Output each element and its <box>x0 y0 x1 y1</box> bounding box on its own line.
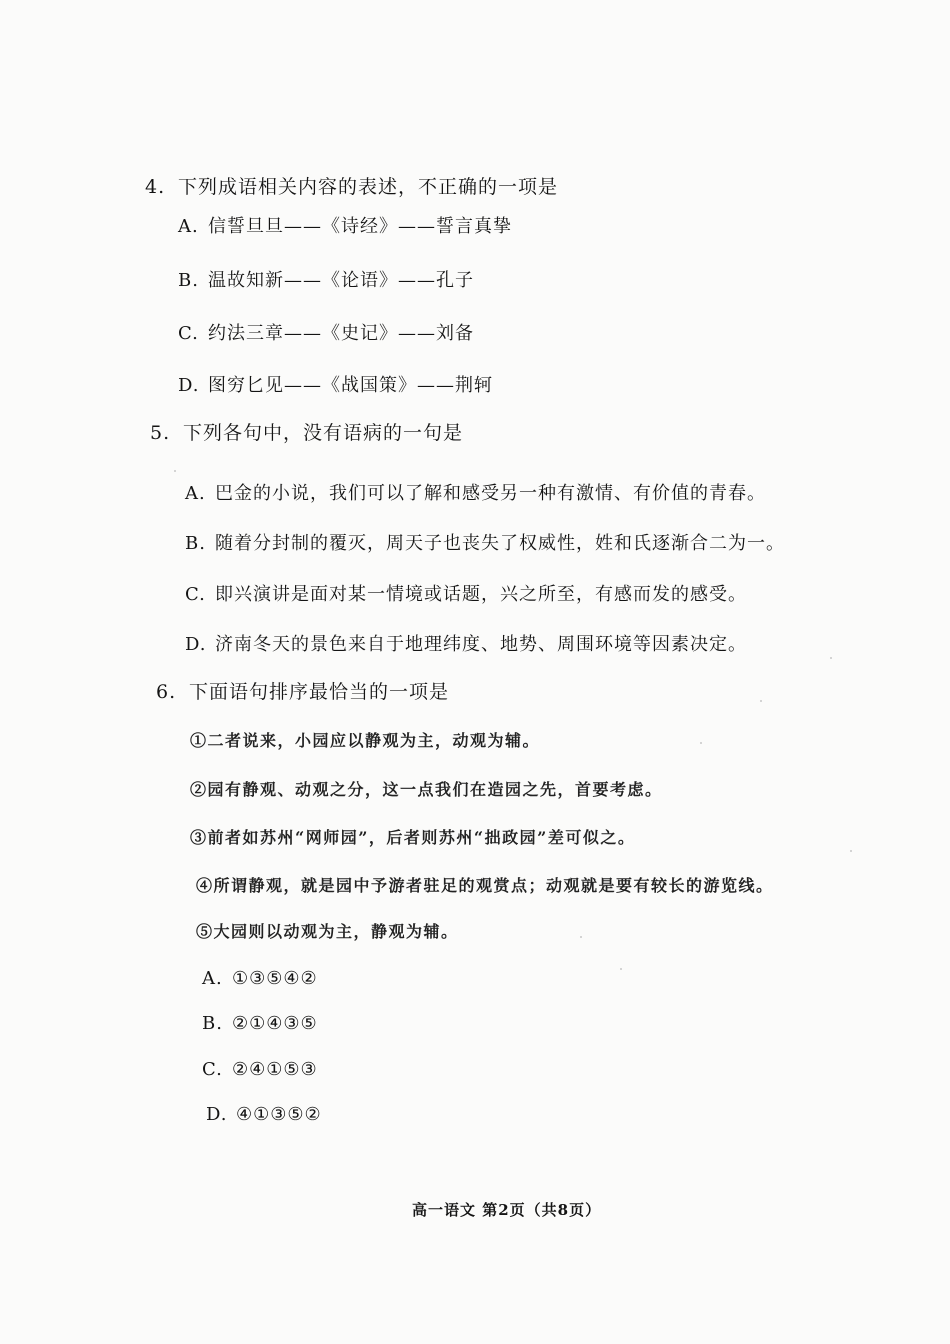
question-6-sentence-1: ①二者说来，小园应以静观为主，动观为辅。 <box>190 731 541 750</box>
question-text: 下列各句中，没有语病的一句是 <box>183 422 464 444</box>
question-6-option-b: B. ②①④③⑤ <box>202 1013 318 1034</box>
scan-speck <box>850 850 852 852</box>
question-text: 下面语句排序最恰当的一项是 <box>189 681 450 703</box>
question-5-option-a: A. 巴金的小说，我们可以了解和感受另一种有激情、有价值的青春。 <box>185 483 766 504</box>
question-number: 6. <box>156 681 177 703</box>
question-number: 4. <box>145 176 166 198</box>
question-6-sentence-3: ③前者如苏州“网师园”，后者则苏州“拙政园”差可似之。 <box>190 828 636 847</box>
scan-speck <box>174 470 176 472</box>
scan-speck <box>830 657 832 659</box>
question-6-sentence-5: ⑤大园则以动观为主，静观为辅。 <box>196 922 459 941</box>
page-footer: 高一语文 第2页（共8页） <box>412 1201 602 1219</box>
question-6-sentence-4: ④所谓静观，就是园中予游者驻足的观赏点；动观就是要有较长的游览线。 <box>196 876 774 895</box>
question-text: 下列成语相关内容的表述，不正确的一项是 <box>178 176 559 198</box>
question-4-option-d: D. 图穷匕见——《战国策》——荆轲 <box>178 375 493 396</box>
question-number: 5. <box>150 422 171 444</box>
scan-speck <box>580 936 582 938</box>
question-4-stem <box>145 178 558 197</box>
question-4-option-a: A. 信誓旦旦——《诗经》——誓言真挚 <box>178 216 512 237</box>
question-5-option-b: B. 随着分封制的覆灭，周天子也丧失了权威性，姓和氏逐渐合二为一。 <box>185 533 785 554</box>
question-6-option-a: A. ①③⑤④② <box>202 968 318 989</box>
scan-speck <box>760 700 762 702</box>
question-6-option-d: D. ④①③⑤② <box>206 1104 322 1125</box>
scan-speck <box>700 742 702 744</box>
question-4-option-c: C. 约法三章——《史记》——刘备 <box>178 323 474 344</box>
scan-speck <box>620 968 622 970</box>
question-5-stem <box>150 424 463 443</box>
question-6-option-c: C. ②④①⑤③ <box>202 1059 318 1080</box>
question-6-stem <box>156 683 449 702</box>
question-5-option-c: C. 即兴演讲是面对某一情境或话题，兴之所至，有感而发的感受。 <box>185 584 747 605</box>
question-5-option-d: D. 济南冬天的景色来自于地理纬度、地势、周围环境等因素决定。 <box>185 634 747 655</box>
question-4-option-b: B. 温故知新——《论语》——孔子 <box>178 270 474 291</box>
question-6-sentence-2: ②园有静观、动观之分，这一点我们在造园之先，首要考虑。 <box>190 780 663 799</box>
